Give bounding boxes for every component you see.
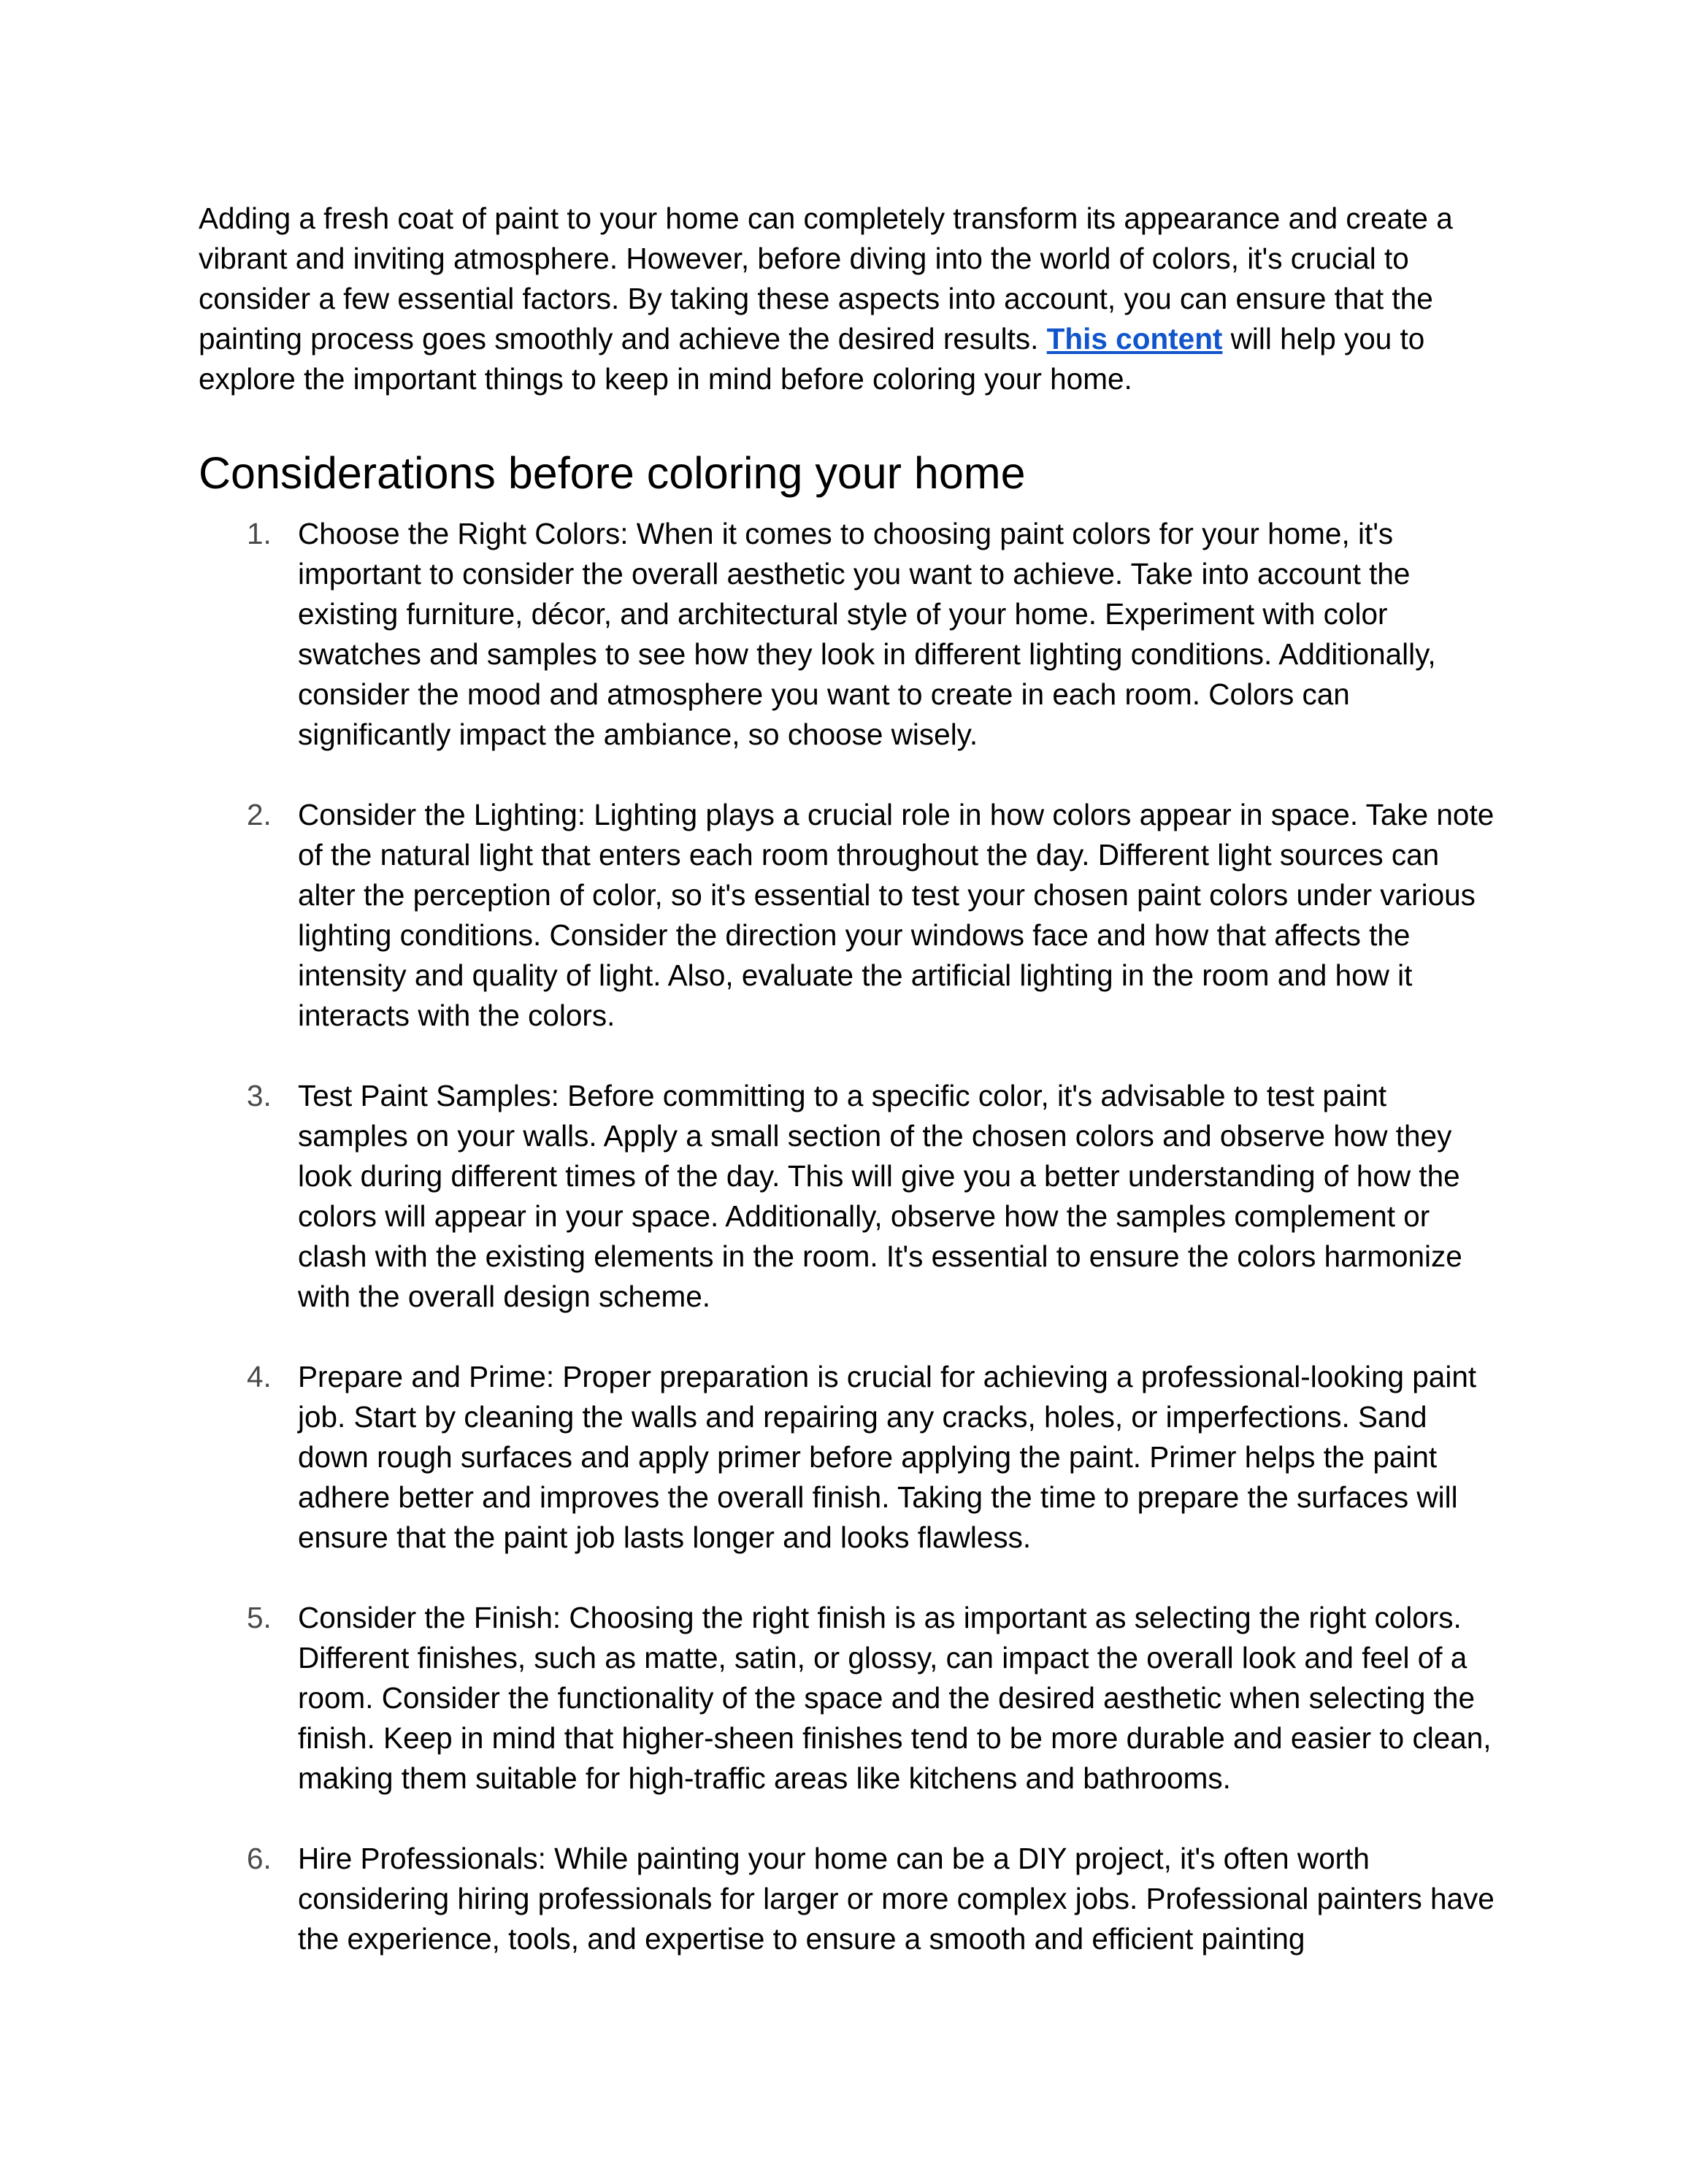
- list-item-number: 2.: [247, 798, 272, 831]
- list-item-text: Consider the Lighting: Lighting plays a crucial role in how colors appear in space. Take note of the natural light that enters each room throughout the day. Different light sources can alter the perception of color, so it's essential to test your chosen paint colors under various lighting conditions. Consider the direction your windows face and how that affects the intensity and quality of light. Also, evaluate the artificial lighting in the room and how it interacts with the colors.: [298, 798, 1495, 1032]
- list-item-text: Consider the Finish: Choosing the right finish is as important as selecting the right colors. Different finishes, such as matte, satin, or glossy, can impact the overall look and feel of a room. Consider the functionality of the space and the desired aesthetic when selecting the finish. Keep in mind that higher-sheen finishes tend to be more durable and easier to clean, making them suitable for high-traffic areas like kitchens and bathrooms.: [298, 1601, 1492, 1795]
- list-item-number: 4.: [247, 1360, 272, 1393]
- list-item-text: Hire Professionals: While painting your home can be a DIY project, it's often worth considering hiring professionals for larger or more complex jobs. Professional painters have the experience, tools, and expertise to ensure a smooth and efficient painting: [298, 1842, 1495, 1956]
- list-item: [199, 1839, 1498, 1959]
- list-item-number: 5.: [247, 1601, 272, 1634]
- list-item-number: 3.: [247, 1079, 272, 1112]
- section-heading: Considerations before coloring your home: [199, 448, 1026, 498]
- list-item: [199, 1076, 1498, 1317]
- intro-text-after-link: will help you to explore the important things to keep in mind before coloring your home.: [199, 322, 1425, 396]
- list-item: [199, 1357, 1498, 1558]
- list-item-text: Prepare and Prime: Proper preparation is crucial for achieving a professional-looking paint job. Start by cleaning the walls and repairing any cracks, holes, or imperfections. Sand down rough surfaces and apply primer before applying the paint. Primer helps the paint adhere better and improves the overall finish. Taking the time to prepare the surfaces will ensure that the paint job lasts longer and looks flawless.: [298, 1360, 1477, 1554]
- list-item: [199, 1598, 1498, 1799]
- list-item-text: Test Paint Samples: Before committing to a specific color, it's advisable to test paint samples on your walls. Apply a small section of the chosen colors and observe how they look during different times of the day. This will give you a better understanding of how the colors will appear in your space. Additionally, observe how the samples complement or clash with the existing elements in the room. It's essential to ensure the colors harmonize with the overall design scheme.: [298, 1079, 1462, 1313]
- intro-text-before-link: Adding a fresh coat of paint to your home can completely transform its appearance and create a vibrant and inviting atmosphere. However, before diving into the world of colors, it's crucial to consider a few essential factors. By taking these aspects into account, you can ensure that the painting process goes smoothly and achieve the desired results.: [199, 201, 1453, 355]
- list-item-number: 6.: [247, 1842, 272, 1875]
- this-content-link[interactable]: This content: [1046, 322, 1223, 355]
- considerations-list: [199, 514, 1498, 1999]
- list-item: [199, 514, 1498, 755]
- list-item-text: Choose the Right Colors: When it comes to choosing paint colors for your home, it's important to consider the overall aesthetic you want to achieve. Take into account the existing furniture, décor, and architectural style of your home. Experiment with color swatches and samples to see how they look in different lighting conditions. Additionally, consider the mood and atmosphere you want to create in each room. Colors can significantly impact the ambiance, so choose wisely.: [298, 517, 1436, 751]
- list-item-number: 1.: [247, 517, 272, 550]
- intro-paragraph: [199, 199, 1498, 399]
- list-item: [199, 795, 1498, 1036]
